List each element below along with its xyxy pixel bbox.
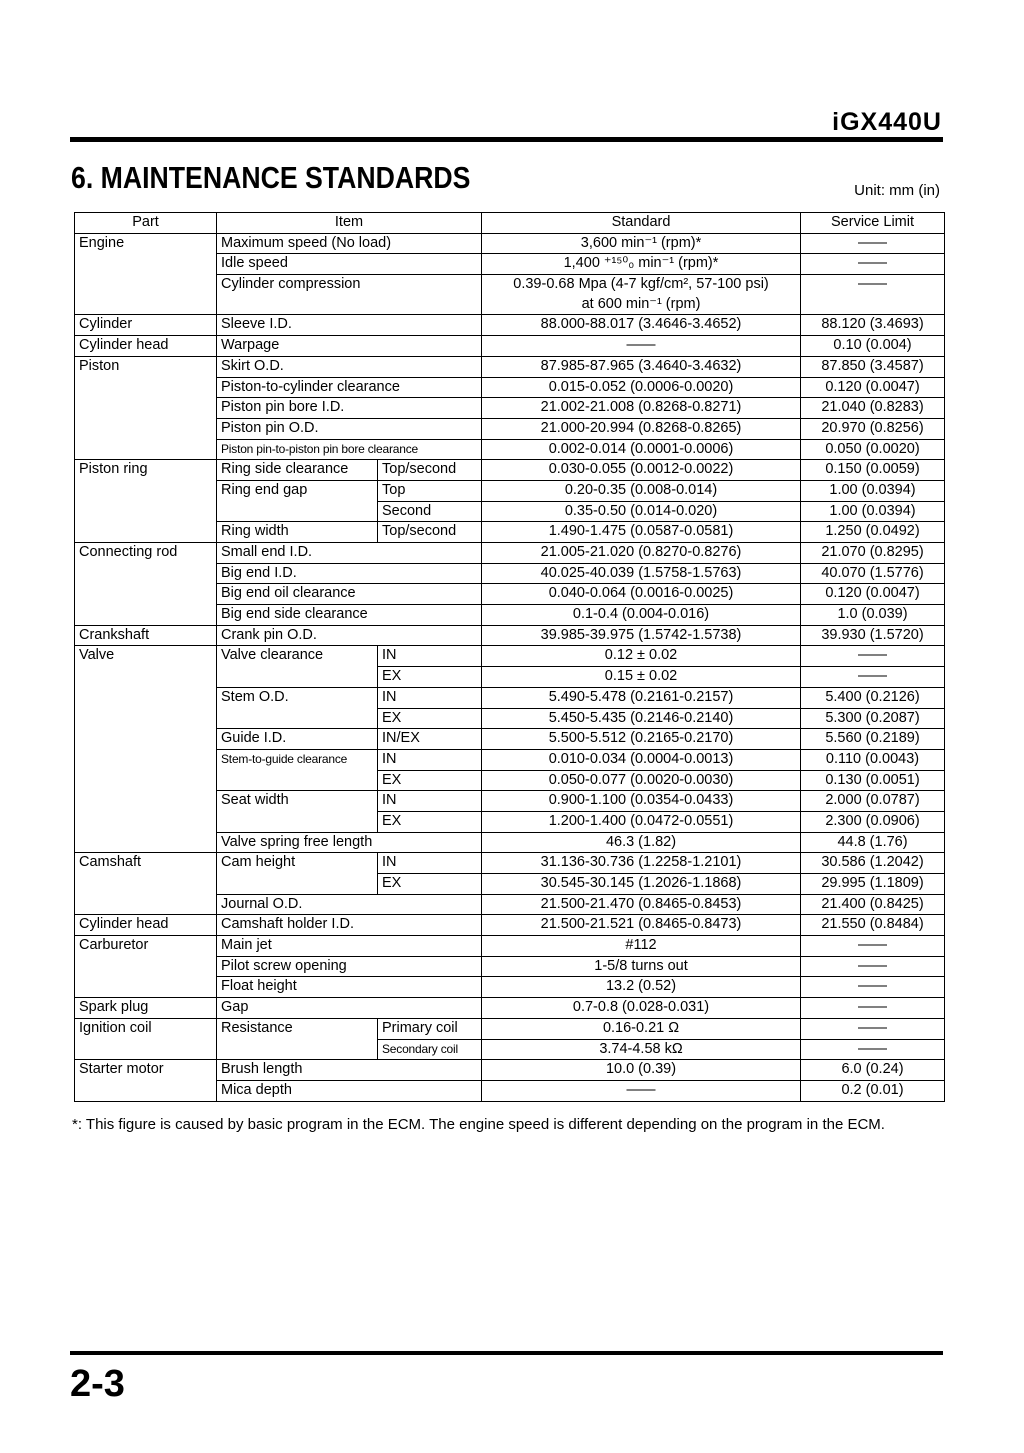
limit-cell: —— (801, 667, 945, 688)
sub-item-cell: EX (378, 874, 482, 895)
standard-cell: 30.545-30.145 (1.2026-1.1868) (482, 874, 801, 895)
header-standard: Standard (482, 213, 801, 234)
item-cell: Ring width (217, 522, 378, 543)
standard-cell: 31.136-30.736 (1.2258-1.2101) (482, 853, 801, 874)
standard-cell: 40.025-40.039 (1.5758-1.5763) (482, 563, 801, 584)
sub-item-cell: IN (378, 749, 482, 770)
standard-cell: 0.39-0.68 Mpa (4-7 kgf/cm², 57-100 psi) (482, 275, 801, 295)
top-rule (70, 137, 943, 142)
standard-cell: 0.900-1.100 (0.0354-0.0433) (482, 791, 801, 812)
limit-cell: 0.050 (0.0020) (801, 439, 945, 460)
limit-cell: —— (801, 646, 945, 667)
item-cell: Float height (217, 977, 482, 998)
table-row (75, 625, 945, 646)
limit-cell: 2.300 (0.0906) (801, 811, 945, 832)
item-cell: Main jet (217, 936, 482, 957)
limit-cell: 0.2 (0.01) (801, 1080, 945, 1101)
sub-item-cell: EX (378, 667, 482, 688)
page-number: 2-3 (70, 1363, 125, 1405)
standard-cell: 39.985-39.975 (1.5742-1.5738) (482, 625, 801, 646)
sub-item-cell: IN (378, 791, 482, 812)
standard-cell: 0.7-0.8 (0.028-0.031) (482, 998, 801, 1019)
standard-cell: 0.010-0.034 (0.0004-0.0013) (482, 749, 801, 770)
standard-cell: 3.74-4.58 kΩ (482, 1039, 801, 1060)
limit-cell: 0.130 (0.0051) (801, 770, 945, 791)
model-name: iGX440U (832, 108, 942, 136)
item-cell: Seat width (217, 791, 378, 832)
limit-cell: 39.930 (1.5720) (801, 625, 945, 646)
item-cell: Resistance (217, 1018, 378, 1059)
standard-cell: 0.20-0.35 (0.008-0.014) (482, 480, 801, 501)
item-cell: Ring end gap (217, 480, 378, 521)
item-cell: Valve clearance (217, 646, 378, 687)
limit-cell: 5.560 (0.2189) (801, 729, 945, 750)
standard-cell: 0.002-0.014 (0.0001-0.0006) (482, 439, 801, 460)
table-row (75, 646, 945, 667)
standard-cell: 0.030-0.055 (0.0012-0.0022) (482, 460, 801, 481)
standard-cell: 0.015-0.052 (0.0006-0.0020) (482, 377, 801, 398)
part-crankshaft: Crankshaft (75, 625, 217, 646)
limit-cell: 0.10 (0.004) (801, 336, 945, 357)
table-row (75, 233, 945, 254)
limit-cell: —— (801, 936, 945, 957)
standard-cell: 0.040-0.064 (0.0016-0.0025) (482, 584, 801, 605)
sub-item-cell: EX (378, 770, 482, 791)
limit-cell: 30.586 (1.2042) (801, 853, 945, 874)
standard-cell: —— (482, 336, 801, 357)
limit-cell: 29.995 (1.1809) (801, 874, 945, 895)
standard-cell: 1,400 ⁺¹⁵⁰₀ min⁻¹ (rpm)* (482, 254, 801, 275)
part-spark-plug: Spark plug (75, 998, 217, 1019)
table-row (75, 1060, 945, 1081)
limit-cell: 1.00 (0.0394) (801, 480, 945, 501)
limit-cell: 1.0 (0.039) (801, 605, 945, 626)
limit-cell: 0.110 (0.0043) (801, 749, 945, 770)
limit-cell: 0.150 (0.0059) (801, 460, 945, 481)
part-piston-ring: Piston ring (75, 460, 217, 543)
header-item: Item (217, 213, 482, 234)
item-cell: Journal O.D. (217, 894, 482, 915)
limit-cell: —— (801, 998, 945, 1019)
page-title: 6. MAINTENANCE STANDARDS (71, 160, 471, 195)
limit-cell: —— (801, 1039, 945, 1060)
part-cylinder-head: Cylinder head (75, 336, 217, 357)
part-camshaft: Camshaft (75, 853, 217, 915)
table-row (75, 1018, 945, 1039)
standard-cell: 46.3 (1.82) (482, 832, 801, 853)
standard-cell: 10.0 (0.39) (482, 1060, 801, 1081)
part-starter-motor: Starter motor (75, 1060, 217, 1101)
sub-item-cell: Top (378, 480, 482, 501)
part-valve: Valve (75, 646, 217, 853)
item-cell: Small end I.D. (217, 543, 482, 564)
item-cell: Maximum speed (No load) (217, 233, 482, 254)
limit-cell: 6.0 (0.24) (801, 1060, 945, 1081)
sub-item-cell: Secondary coil (378, 1039, 482, 1060)
part-cylinder-head: Cylinder head (75, 915, 217, 936)
limit-cell: 88.120 (3.4693) (801, 315, 945, 336)
limit-cell: 5.400 (0.2126) (801, 687, 945, 708)
standard-cell: 0.15 ± 0.02 (482, 667, 801, 688)
standard-cell: 21.500-21.470 (0.8465-0.8453) (482, 894, 801, 915)
limit-cell: 21.070 (0.8295) (801, 543, 945, 564)
standard-cell: 1.490-1.475 (0.0587-0.0581) (482, 522, 801, 543)
item-cell: Warpage (217, 336, 482, 357)
item-cell: Brush length (217, 1060, 482, 1081)
part-connecting-rod: Connecting rod (75, 543, 217, 626)
item-cell: Stem-to-guide clearance (217, 749, 378, 790)
item-cell: Cylinder compression (217, 275, 482, 315)
table-row (75, 936, 945, 957)
standard-cell: 5.490-5.478 (0.2161-0.2157) (482, 687, 801, 708)
sub-item-cell: Top/second (378, 522, 482, 543)
table-row (75, 915, 945, 936)
sub-item-cell: Primary coil (378, 1018, 482, 1039)
standard-cell: 87.985-87.965 (3.4640-3.4632) (482, 356, 801, 377)
limit-cell: 87.850 (3.4587) (801, 356, 945, 377)
standard-cell: 1-5/8 turns out (482, 956, 801, 977)
item-cell: Stem O.D. (217, 687, 378, 728)
item-cell: Camshaft holder I.D. (217, 915, 482, 936)
limit-cell: —— (801, 977, 945, 998)
item-cell: Guide I.D. (217, 729, 378, 750)
standard-cell: 0.16-0.21 Ω (482, 1018, 801, 1039)
item-cell: Piston-to-cylinder clearance (217, 377, 482, 398)
limit-cell: —— (801, 275, 945, 315)
standard-cell: 21.500-21.521 (0.8465-0.8473) (482, 915, 801, 936)
maintenance-standards-table (74, 212, 945, 1102)
standard-cell: 0.35-0.50 (0.014-0.020) (482, 501, 801, 522)
item-cell: Sleeve I.D. (217, 315, 482, 336)
item-cell: Gap (217, 998, 482, 1019)
limit-cell: 0.120 (0.0047) (801, 584, 945, 605)
item-cell: Mica depth (217, 1080, 482, 1101)
standard-cell: 13.2 (0.52) (482, 977, 801, 998)
bottom-rule (70, 1351, 943, 1355)
limit-cell: 0.120 (0.0047) (801, 377, 945, 398)
part-carburetor: Carburetor (75, 936, 217, 998)
standard-cell: —— (482, 1080, 801, 1101)
sub-item-cell: Second (378, 501, 482, 522)
standard-cell: 21.002-21.008 (0.8268-0.8271) (482, 398, 801, 419)
limit-cell: 1.250 (0.0492) (801, 522, 945, 543)
standard-cell: at 600 min⁻¹ (rpm) (482, 295, 801, 315)
item-cell: Idle speed (217, 254, 482, 275)
sub-item-cell: IN (378, 646, 482, 667)
sub-item-cell: EX (378, 811, 482, 832)
limit-cell: 40.070 (1.5776) (801, 563, 945, 584)
table-row (75, 356, 945, 377)
standard-cell: 0.12 ± 0.02 (482, 646, 801, 667)
item-cell: Cam height (217, 853, 378, 894)
footnote: *: This figure is caused by basic program in the ECM. The engine speed is different depending on the program in the ECM. (72, 1116, 885, 1133)
standard-cell: 88.000-88.017 (3.4646-3.4652) (482, 315, 801, 336)
part-cylinder: Cylinder (75, 315, 217, 336)
item-cell: Big end oil clearance (217, 584, 482, 605)
item-cell: Crank pin O.D. (217, 625, 482, 646)
item-cell: Piston pin bore I.D. (217, 398, 482, 419)
sub-item-cell: EX (378, 708, 482, 729)
table-row (75, 460, 945, 481)
standard-cell: 21.005-21.020 (0.8270-0.8276) (482, 543, 801, 564)
table-header-row (75, 213, 945, 234)
standard-cell: 1.200-1.400 (0.0472-0.0551) (482, 811, 801, 832)
limit-cell: 5.300 (0.2087) (801, 708, 945, 729)
table-row (75, 336, 945, 357)
standard-cell: 21.000-20.994 (0.8268-0.8265) (482, 418, 801, 439)
limit-cell: —— (801, 1018, 945, 1039)
limit-cell: —— (801, 233, 945, 254)
standard-cell: 0.1-0.4 (0.004-0.016) (482, 605, 801, 626)
limit-cell: —— (801, 956, 945, 977)
standard-cell: 5.450-5.435 (0.2146-0.2140) (482, 708, 801, 729)
table-row (75, 853, 945, 874)
limit-cell: 1.00 (0.0394) (801, 501, 945, 522)
part-piston: Piston (75, 356, 217, 459)
unit-label: Unit: mm (in) (854, 182, 940, 199)
limit-cell: 21.550 (0.8484) (801, 915, 945, 936)
item-cell: Pilot screw opening (217, 956, 482, 977)
standard-cell: 3,600 min⁻¹ (rpm)* (482, 233, 801, 254)
sub-item-cell: IN (378, 687, 482, 708)
limit-cell: 21.400 (0.8425) (801, 894, 945, 915)
item-cell: Valve spring free length (217, 832, 482, 853)
limit-cell: 44.8 (1.76) (801, 832, 945, 853)
item-cell: Big end I.D. (217, 563, 482, 584)
table-row (75, 315, 945, 336)
limit-cell: 21.040 (0.8283) (801, 398, 945, 419)
item-cell: Piston pin-to-piston pin bore clearance (217, 439, 482, 460)
limit-cell: 20.970 (0.8256) (801, 418, 945, 439)
table-row (75, 998, 945, 1019)
limit-cell: 2.000 (0.0787) (801, 791, 945, 812)
sub-item-cell: IN (378, 853, 482, 874)
item-cell: Skirt O.D. (217, 356, 482, 377)
part-engine: Engine (75, 233, 217, 315)
standard-cell: 5.500-5.512 (0.2165-0.2170) (482, 729, 801, 750)
limit-cell: —— (801, 254, 945, 275)
header-part: Part (75, 213, 217, 234)
header-service-limit: Service Limit (801, 213, 945, 234)
table-row (75, 543, 945, 564)
standard-cell: #112 (482, 936, 801, 957)
standard-cell: 0.050-0.077 (0.0020-0.0030) (482, 770, 801, 791)
item-cell: Ring side clearance (217, 460, 378, 481)
item-cell: Big end side clearance (217, 605, 482, 626)
part-ignition-coil: Ignition coil (75, 1018, 217, 1059)
sub-item-cell: Top/second (378, 460, 482, 481)
sub-item-cell: IN/EX (378, 729, 482, 750)
item-cell: Piston pin O.D. (217, 418, 482, 439)
